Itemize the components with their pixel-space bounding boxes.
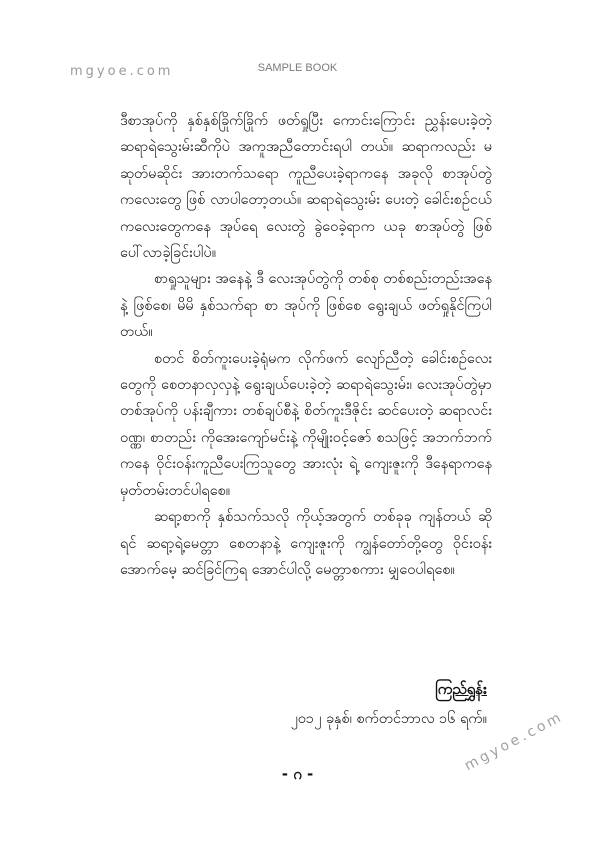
paragraph: စတင် စိတ်ကူးပေးခဲ့ရုံမက လိုက်ဖက် လျော်ညီတဲ့ ခေါင်းစဉ်လေးတွေကို စေတနာလှလှနဲ့ ရွေးချယ်ပေးခဲ့တဲ့ ဆရာရဲသွေးမ်း၊ လေးအုပ်တွဲမှာ တစ်အုပ်ကို ပန်းချီကား တစ်ချပ်စီနဲ့ စိတ်ကူးဒီဇိုင်း ဆင်ပေးတဲ့ ဆရာလင်းဝဏ္ဏ၊ စာတည်း ကိုအေးကျော်မင်းနဲ့ ကိုမျိုးဝင့်ဇော် စသဖြင့် အဘက်ဘက်ကနေ ဝိုင်းဝန်းကူညီပေးကြသူတွေ အားလုံး ရဲ့ ကျေးဇူးကို ဒီနေရာကနေ မှတ်တမ်းတင်ပါရစေ။: [120, 350, 492, 499]
paragraph: ဒီစာအုပ်ကို နှစ်နှစ်ခြိုက်ခြိုက် ဖတ်ရှုပြီး ကောင်းကြောင်း ညွှန်းပေးခဲ့တဲ့ ဆရာရဲသွေးမ်းဆီကိုပဲ အကူအညီတောင်းရပါ တယ်။ ဆရာကလည်း မဆုတ်မဆိုင်း အားတက်သရော ကူညီပေးခဲ့ရာကနေ အခုလို စာအုပ်တွဲကလေးတွေ ဖြစ် လာပါတော့တယ်။ ဆရာရဲသွေးမ်း ပေးတဲ့ ခေါင်းစဉ်ငယ် ကလေးတွေကနေ အုပ်ရေ လေးတွဲ ခွဲဝေခဲ့ရာက ယခု စာအုပ်တွဲ ဖြစ်ပေါ်လာခဲ့ခြင်းပါပဲ။: [120, 113, 492, 262]
body-text: [120, 108, 492, 583]
author-signature: ကြည်ရွှန်း: [435, 680, 487, 698]
page-number: - ဂ -: [281, 765, 314, 783]
dateline: ၂၀၁၂ ခုနှစ်၊ စက်တင်ဘာလ ၁၆ ရက်။: [290, 711, 487, 727]
paragraph: ဆရာ့စာကို နှစ်သက်သလို ကိုယ့်အတွက် တစ်ခုခု ကျန်တယ် ဆိုရင် ဆရာ့ရဲ့မေတ္တာ စေတနာနဲ့ ကျေးဇူးကို ကျွန်တော်တို့တွေ ဝိုင်းဝန်း အောက်မေ့ ဆင်ခြင်ကြရ အောင်ပါလို့ မေတ္တာစကား မျှဝေပါရစေ။: [120, 509, 492, 578]
paragraph: စာရှုသူများ အနေနဲ့ ဒီ လေးအုပ်တွဲကို တစ်စု တစ်စည်းတည်းအနေနဲ့ ဖြစ်စေ၊ မိမိ နှစ်သက်ရာ စာ အုပ်ကို ဖြစ်စေ ရွေးချယ် ဖတ်ရှုနိုင်ကြပါတယ်။: [120, 271, 492, 341]
watermark-top: mgyoe.com: [70, 64, 174, 79]
book-label: SAMPLE BOOK: [257, 62, 338, 74]
watermark-diagonal: mgyoe.com: [462, 708, 567, 775]
